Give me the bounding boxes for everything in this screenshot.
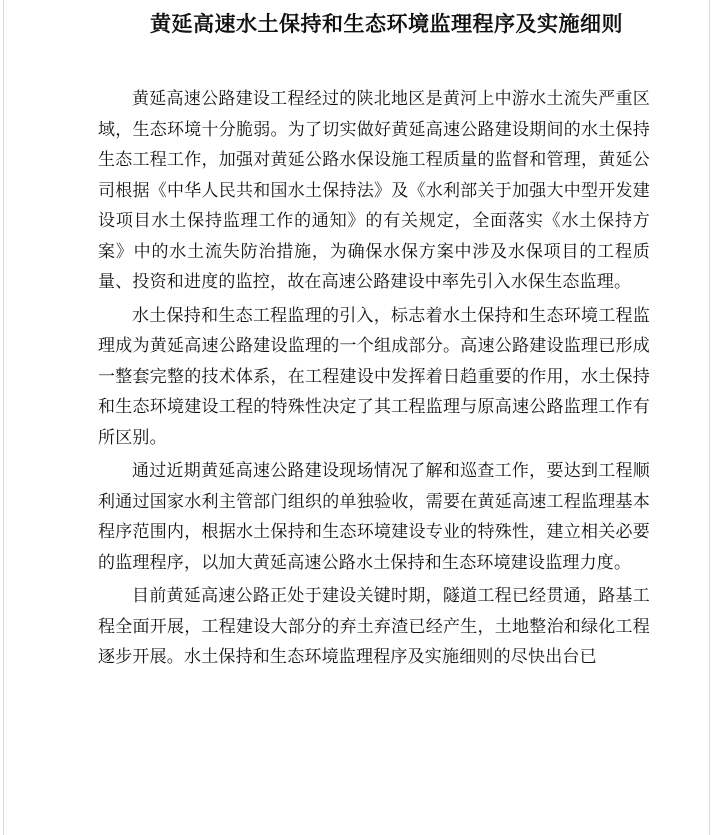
paragraph-3: 通过近期黄延高速公路建设现场情况了解和巡查工作，要达到工程顺利通过国家水利主管部门组织的单独验收，需要在黄延高速工程监理基本程序范围内，根据水土保持和生态环境建设专业的特殊性，建立相关必要的监理程序，以加大黄延高速公路水土保持和生态环境建设监理力度。 bbox=[98, 461, 650, 573]
document-body bbox=[98, 84, 650, 676]
paragraph-4: 目前黄延高速公路正处于建设关键时期，隧道工程已经贯通，路基工程全面开展，工程建设大部分的弃土弃渣已经产生，土地整治和绿化工程逐步开展。水土保持和生态环境监理程序及实施细则的尽快出台已 bbox=[98, 586, 650, 667]
page-right-border bbox=[709, 0, 710, 835]
paragraph-2: 水土保持和生态工程监理的引入，标志着水土保持和生态环境工程监理成为黄延高速公路建设监理的一个组成部分。高速公路建设监理已形成一整套完整的技术体系，在工程建设中发挥着日趋重要的作用，水土保持和生态环境建设工程的特殊性决定了其工程监理与原高速公路监理工作有所区别。 bbox=[98, 305, 650, 448]
page-left-border bbox=[3, 0, 4, 835]
document-title: 黄延高速水土保持和生态环境监理程序及实施细则 bbox=[150, 12, 623, 36]
paragraph-1: 黄延高速公路建设工程经过的陕北地区是黄河上中游水土流失严重区域，生态环境十分脆弱。为了切实做好黄延高速公路建设期间的水土保持生态工程工作，加强对黄延公路水保设施工程质量的监督和管理，黄延公司根据《中华人民共和国水土保持法》及《水利部关于加强大中型开发建设项目水土保持监理工作的通知》的有关规定，全面落实《水土保持方案》中的水土流失防治措施，为确保水保方案中涉及水保项目的工程质量、投资和进度的监控，故在高速公路建设中率先引入水保生态监理。 bbox=[98, 89, 650, 292]
